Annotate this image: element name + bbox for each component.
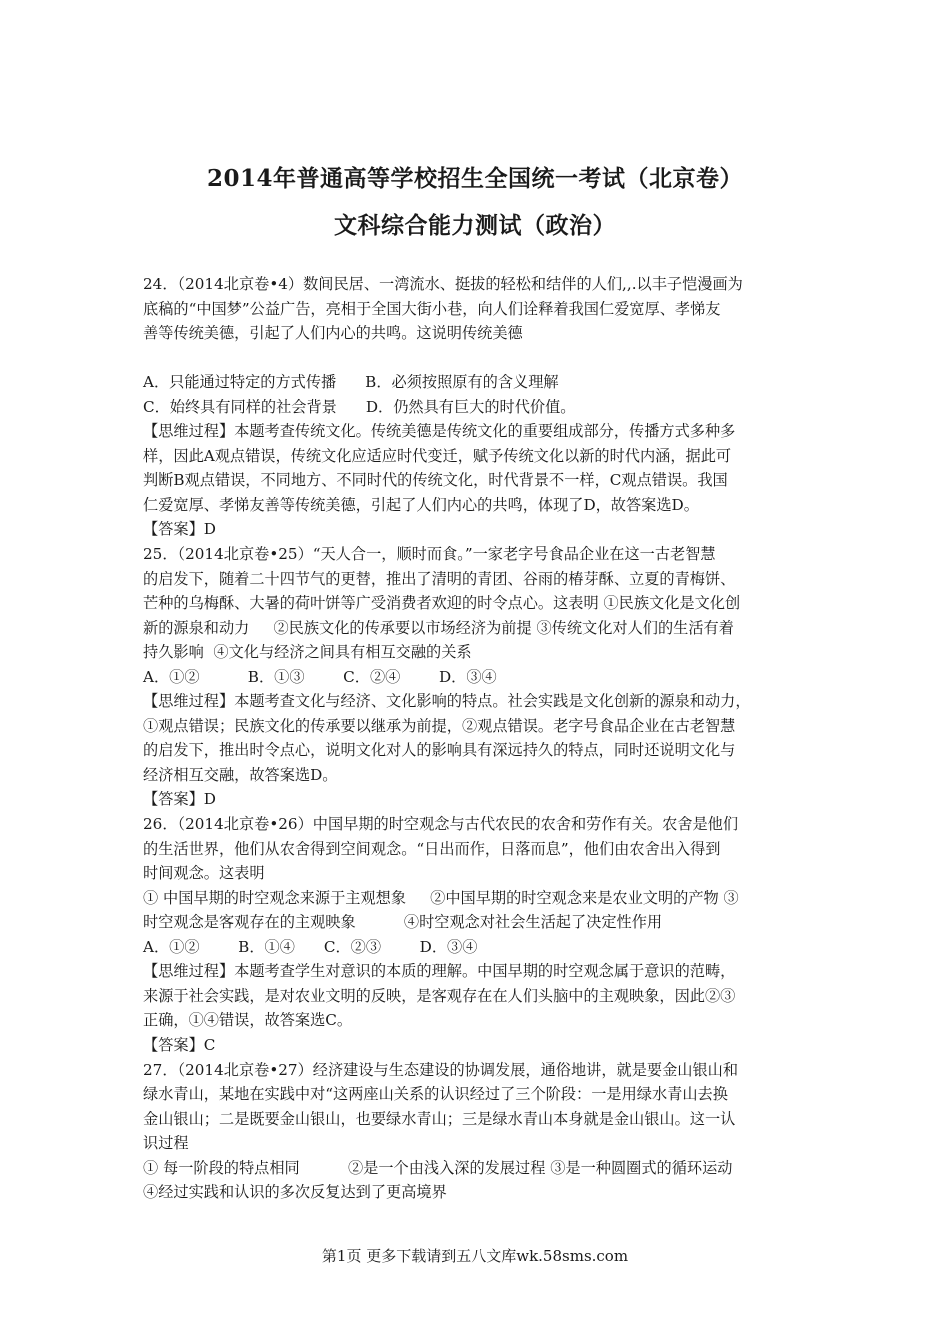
text-line: 金山银山；二是既要金山银山，也要绿水青山；三是绿水青山本身就是金山银山。这一认 [143, 1109, 736, 1128]
text-line: 【答案】D [143, 520, 216, 539]
text-line: 正确，①④错误，故答案选C。 [143, 1011, 353, 1030]
text-line: 【答案】D [143, 790, 216, 809]
text-line: 时间观念。这表明 [143, 864, 265, 883]
text-line: 时空观念是客观存在的主观映象 ④时空观念对社会生活起了决定性作用 [143, 913, 663, 932]
text-line: 【答案】C [143, 1035, 216, 1054]
text-line: 识过程 [143, 1134, 189, 1153]
text-line: 芒种的乌梅酥、大暑的荷叶饼等广受消费者欢迎的时令点心。这表明 ①民族文化是文化创 [143, 594, 741, 613]
text-line: ④经过实践和认识的多次反复达到了更高境界 [143, 1183, 447, 1202]
page-title: 2014年普通高等学校招生全国统一考试（北京卷） [206, 165, 743, 192]
page-subtitle: 文科综合能力测试（政治） [334, 212, 616, 239]
text-line: 绿水青山，某地在实践中对“这两座山关系的认识经过了三个阶段：一是用绿水青山去换 [143, 1085, 728, 1104]
text-line: 仁爱宽厚、孝悌友善等传统美德，引起了人们内心的共鸣，体现了D，故答案选D。 [143, 495, 699, 514]
text-line: ①观点错误；民族文化的传承要以继承为前提，②观点错误。老字号食品企业在古老智慧 [143, 716, 736, 735]
text-line: 25．（2014北京卷•25）“天人合一，顺时而食。”一家老字号食品企业在这一古老智慧 [143, 545, 716, 564]
text-line: C．始终具有同样的社会背景 D．仍然具有巨大的时代价值。 [143, 397, 576, 416]
text-line: 的生活世界，他们从农舍得到空间观念。“日出而作，日落而息”，他们由农舍出入得到 [143, 839, 721, 858]
text-line: 【思维过程】本题考查传统文化。传统美德是传统文化的重要组成部分，传播方式多种多 [143, 422, 736, 441]
text-line: 底稿的“中国梦”公益广告，亮相于全国大街小巷，向人们诠释着我国仁爱宽厚、孝悌友 [143, 299, 721, 318]
text-line: 24．（2014北京卷•4）数间民居、一湾流水、挺拔的轻松和结伴的人们,,.以丰子恺漫画为 [143, 275, 743, 293]
text-line: A．①② B．①④ C．②③ D．③④ [143, 937, 478, 956]
text-line: 新的源泉和动力 ②民族文化的传承要以市场经济为前提 ③传统文化对人们的生活有着 [143, 618, 734, 637]
text-line: 27．（2014北京卷•27）经济建设与生态建设的协调发展，通俗地讲，就是要金山银山和 [143, 1060, 739, 1079]
text-line: 来源于社会实践，是对农业文明的反映，是客观存在在人们头脑中的主观映象，因此②③ [143, 986, 736, 1005]
text-line: 26．（2014北京卷•26）中国早期的时空观念与古代农民的农舍和劳作有关。农舍是他们 [143, 815, 739, 834]
text-line: 判断B观点错误，不同地方、不同时代的传统文化，时代背景不一样，C观点错误。我国 [143, 471, 728, 490]
text-line: A．只能通过特定的方式传播 B．必须按照原有的含义理解 [143, 373, 559, 392]
text-line: 的启发下，随着二十四节气的更替，推出了清明的青团、谷雨的椿芽酥、立夏的青梅饼、 [143, 569, 736, 588]
text-line: 的启发下，推出时令点心，说明文化对人的影响具有深远持久的特点，同时还说明文化与 [143, 741, 736, 760]
page-footer: 第1页 更多下载请到五八文库wk.58sms.com [321, 1247, 629, 1265]
text-line: 持久影响 ④文化与经济之间具有相互交融的关系 [143, 643, 472, 662]
text-line: A．①② B．①③ C．②④ D．③④ [143, 667, 497, 686]
text-line: 【思维过程】本题考查学生对意识的本质的理解。中国早期的时空观念属于意识的范畴， [143, 962, 736, 981]
text-line: ① 每一阶段的特点相同 ②是一个由浅入深的发展过程 ③是一种圆圈式的循环运动 [143, 1158, 733, 1177]
text-line: 【思维过程】本题考查文化与经济、文化影响的特点。社会实践是文化创新的源泉和动力， [143, 692, 751, 711]
text-line: 善等传统美德，引起了人们内心的共鸣。这说明传统美德 [143, 324, 523, 343]
text-line: 样，因此A观点错误，传统文化应适应时代变迁，赋予传统文化以新的时代内涵，据此可 [143, 446, 732, 465]
text-line: ① 中国早期的时空观念来源于主观想象 ②中国早期的时空观念来是农业文明的产物 ③ [143, 888, 739, 907]
text-line [143, 346, 809, 371]
document-body [143, 272, 809, 1205]
text-line: 经济相互交融，故答案选D。 [143, 765, 338, 784]
